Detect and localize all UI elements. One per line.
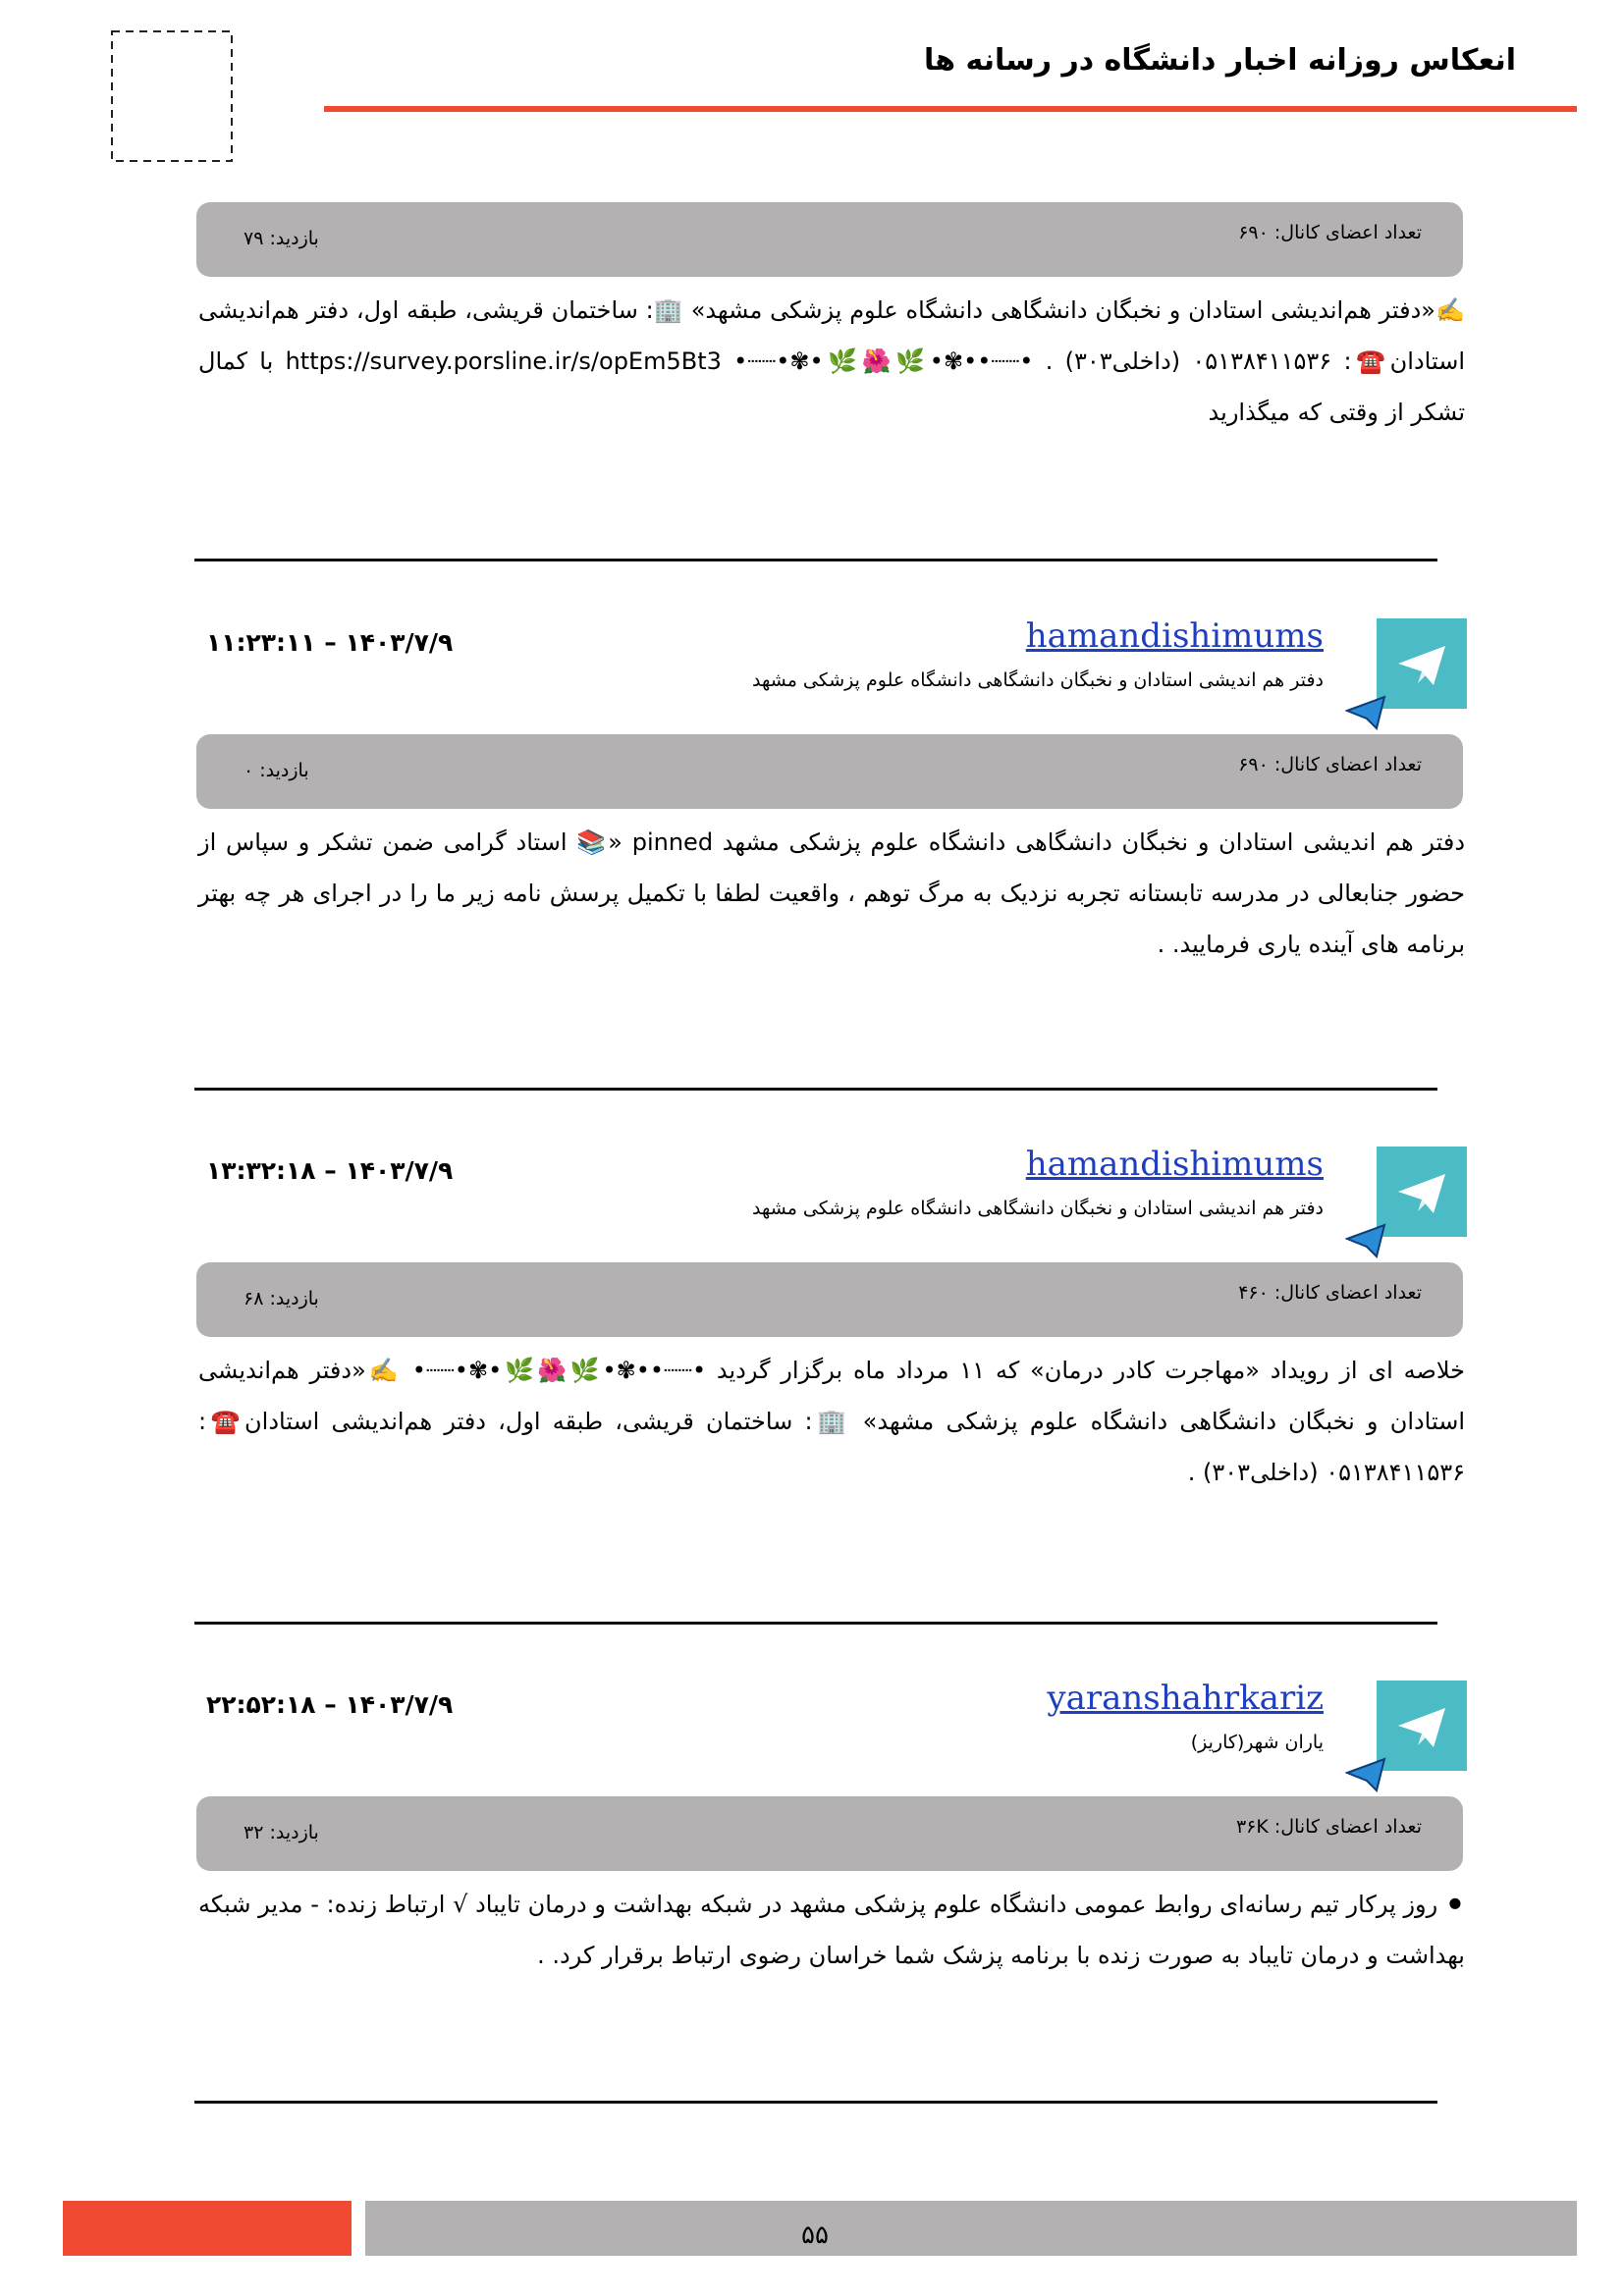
post-text: ✍️«دفتر هم‌اندیشی استادان و نخبگان دانشگاهی دانشگاه علوم پزشکی مشهد» 🏢: ساختمان قریشی، طبقه اول، دفتر هم‌اندیشی استادان☎️: ۰۵۱۳۸۴۱۱۵۳۶ (داخلی۳۰۳) . •┈┈••✾•🌿🌺🌿•✾•┈┈• https://survey.porsline.ir/s/opEm5Bt3 با کمال تشکر از وقتی که میگذارید <box>198 296 1465 426</box>
stats-box <box>196 734 1463 809</box>
post-divider <box>194 559 1437 561</box>
channel-description: دفتر هم اندیشی استادان و نخبگان دانشگاهی دانشگاه علوم پزشکی مشهد <box>752 1198 1324 1219</box>
stats-box <box>196 1796 1463 1871</box>
post-text: ⚫ روز پرکار تیم رسانه‌ای روابط عمومی دانشگاه علوم پزشکی مشهد در شبکه بهداشت و درمان تایباد √ ارتباط زنده: - مدیر شبکه بهداشت و درمان تایباد به صورت زنده با برنامه پزشک شما خراسان رضوی ارتباط برقرار کرد. . <box>198 1891 1465 1969</box>
channel-members-count: تعداد اعضای کانال: ۳۶K <box>1235 1816 1422 1838</box>
post-divider <box>194 2101 1437 2104</box>
telegram-icon <box>1377 1681 1467 1771</box>
channel-description: یاران شهر(کاریز) <box>1190 1732 1324 1753</box>
page-number: ۵۵ <box>801 2220 829 2250</box>
channel-name-link[interactable]: hamandishimums <box>1025 1145 1324 1184</box>
views-count: بازدید: ۶۸ <box>244 1288 319 1309</box>
telegram-icon <box>1377 618 1467 709</box>
footer-bar <box>365 2201 1577 2256</box>
post-timestamp: ۱۴۰۳/۷/۹ – ۲۲:۵۲:۱۸ <box>206 1690 454 1719</box>
views-count: بازدید: ۳۲ <box>244 1822 319 1843</box>
post-divider <box>194 1622 1437 1625</box>
university-logo-emblem <box>108 27 236 165</box>
post-divider <box>194 1088 1437 1091</box>
channel-members-count: تعداد اعضای کانال: ۶۹۰ <box>1238 754 1422 775</box>
views-count: بازدید: ۰ <box>244 760 309 781</box>
telegram-small-icon <box>1345 1757 1388 1792</box>
header-rule <box>324 106 1577 112</box>
footer-accent-bar <box>63 2201 352 2256</box>
channel-members-count: تعداد اعضای کانال: ۴۶۰ <box>1238 1282 1422 1304</box>
telegram-small-icon <box>1345 1223 1388 1258</box>
channel-members-count: تعداد اعضای کانال: ۶۹۰ <box>1238 222 1422 243</box>
channel-name-link[interactable]: hamandishimums <box>1025 616 1324 656</box>
post-header <box>0 618 1624 726</box>
stats-box <box>196 202 1463 277</box>
views-count: بازدید: ۷۹ <box>244 228 319 249</box>
channel-name-link[interactable]: yaranshahrkariz <box>1047 1679 1324 1718</box>
page-title: انعکاس روزانه اخبار دانشگاه در رسانه ها <box>924 43 1516 78</box>
telegram-icon <box>1377 1147 1467 1237</box>
university-logo <box>108 27 236 165</box>
stats-box <box>196 1262 1463 1337</box>
telegram-small-icon <box>1345 695 1388 730</box>
channel-description: دفتر هم اندیشی استادان و نخبگان دانشگاهی دانشگاه علوم پزشکی مشهد <box>752 669 1324 691</box>
post-header <box>0 1681 1624 1789</box>
post-text: خلاصه ای از رویداد «مهاجرت کادر درمان» که ۱۱ مرداد ماه برگزار گردید •┈┈••✾•🌿🌺🌿•✾•┈┈• ✍️«دفتر هم‌اندیشی استادان و نخبگان دانشگاهی دانشگاه علوم پزشکی مشهد» 🏢: ساختمان قریشی، طبقه اول، دفتر هم‌اندیشی استادان☎️: ۰۵۱۳۸۴۱۱۵۳۶ (داخلی۳۰۳) . <box>198 1357 1465 1486</box>
post-timestamp: ۱۴۰۳/۷/۹ – ۱۳:۳۲:۱۸ <box>206 1156 454 1185</box>
post-text: دفتر هم اندیشی استادان و نخبگان دانشگاهی دانشگاه علوم پزشکی مشهد pinned «📚 استاد گرامی ضمن تشکر و سپاس از حضور جنابعالی در مدرسه تابستانه تجربه نزدیک به مرگ توهم ، واقعیت لطفا با تکمیل پرسش نامه زیر ما را در اجرای هر چه بهتر برنامه های آینده یاری فرمایید. . <box>198 828 1466 958</box>
post-timestamp: ۱۴۰۳/۷/۹ – ۱۱:۲۳:۱۱ <box>206 628 454 657</box>
post-header <box>0 1147 1624 1255</box>
